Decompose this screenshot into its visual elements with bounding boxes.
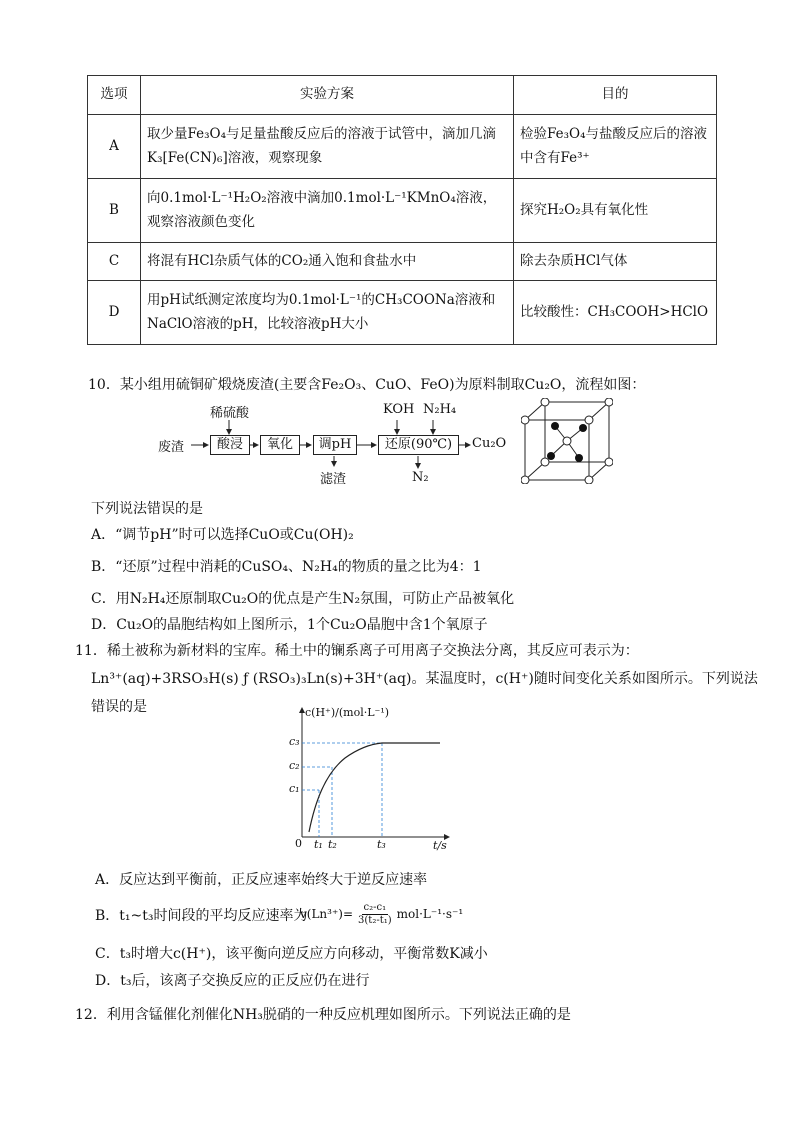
graph-ytick-c1: c₁ (289, 782, 300, 795)
q10-option-c: C．用N₂H₄还原制取Cu₂O的优点是产生N₂氛围，可防止产品被氧化 (91, 591, 515, 607)
table-row (88, 115, 717, 179)
byproduct-n2: N₂ (412, 470, 429, 485)
flow-step-oxidize: 氧化 (260, 435, 300, 455)
q11-graph (285, 702, 455, 852)
graph-ytick-c2: c₂ (289, 759, 300, 772)
table-row (88, 179, 717, 243)
row-plan: 将混有HCl杂质气体的CO₂通入饱和食盐水中 (141, 243, 514, 281)
q11-stem-line2: Ln³⁺(aq)+3RSO₃H(s) ƒ (RSO₃)₃Ln(s)+3H⁺(aq)。某温度时，c(H⁺)随时间变化关系如图所示。下列说法 (91, 671, 758, 687)
rate-fraction (356, 902, 394, 927)
flow-start: 废渣 (158, 440, 185, 455)
graph-origin: 0 (295, 837, 302, 850)
rate-unit: mol·L⁻¹·s⁻¹ (396, 907, 464, 921)
rate-numerator: c₂-c₁ (363, 901, 387, 913)
q10-flow-diagram (158, 400, 518, 490)
q11-rate-expression (300, 898, 463, 930)
q11-stem-line1: 11．稀土被称为新材料的宝库。稀土中的镧系离子可用离子交换法分离，其反应可表示为： (75, 643, 639, 659)
graph-x-label: t/s (433, 839, 447, 852)
q11-option-c: C．t₃时增大c(H⁺)，该平衡向逆反应方向移动，平衡常数K减小 (95, 946, 488, 962)
rate-lhs: v(Ln³⁺)= (300, 907, 354, 921)
rate-denominator: 3(t₂-t₁) (358, 914, 392, 926)
graph-xtick-t2: t₂ (328, 838, 337, 851)
row-purpose: 检验Fe₃O₄与盐酸反应后的溶液中含有Fe³⁺ (514, 115, 717, 179)
row-plan: 向0.1mol·L⁻¹H₂O₂溶液中滴加0.1mol·L⁻¹KMnO₄溶液，观察溶液颜色变化 (141, 179, 514, 243)
reagent-koh: KOH (383, 402, 415, 417)
row-option: B (88, 179, 141, 243)
row-purpose: 除去杂质HCl气体 (514, 243, 717, 281)
byproduct-filter-residue: 滤渣 (320, 472, 347, 487)
q11-stem-line3: 错误的是 (91, 699, 147, 715)
row-plan: 取少量Fe₃O₄与足量盐酸反应后的溶液于试管中，滴加几滴K₃[Fe(CN)₆]溶液，观察现象 (141, 115, 514, 179)
q10-option-a: A．“调节pH”时可以选择CuO或Cu(OH)₂ (91, 527, 354, 543)
q11-option-d: D．t₃后，该离子交换反应的正反应仍在进行 (95, 973, 370, 989)
q10-prompt: 下列说法错误的是 (91, 501, 203, 517)
experiment-table (87, 75, 717, 345)
cu2o-unit-cell-diagram (521, 398, 613, 484)
reagent-n2h4: N₂H₄ (423, 402, 457, 417)
row-option: D (88, 281, 141, 345)
header-purpose: 目的 (514, 76, 717, 115)
q10-option-b: B．“还原”过程中消耗的CuSO₄、N₂H₄的物质的量之比为4：1 (91, 559, 482, 575)
row-option: C (88, 243, 141, 281)
row-purpose: 比较酸性：CH₃COOH>HClO (514, 281, 717, 345)
q11-graph-plot (285, 702, 455, 852)
table-header-row (88, 76, 717, 115)
graph-xtick-t1: t₁ (314, 838, 323, 851)
q12-stem: 12．利用含锰催化剂催化NH₃脱硝的一种反应机理如图所示。下列说法正确的是 (75, 1007, 571, 1023)
graph-ytick-c3: c₃ (289, 735, 300, 748)
q10-option-d: D．Cu₂O的晶胞结构如上图所示，1个Cu₂O晶胞中含1个氧原子 (91, 617, 488, 633)
q11-option-a: A．反应达到平衡前，正反应速率始终大于逆反应速率 (95, 872, 428, 888)
row-plan: 用pH试纸测定浓度均为0.1mol·L⁻¹的CH₃COONa溶液和NaClO溶液的pH，比较溶液pH大小 (141, 281, 514, 345)
flow-step-reduce: 还原(90℃) (378, 435, 459, 455)
q11-option-b: B．t₁~t₃时间段的平均反应速率为 (95, 908, 308, 924)
flow-step-adjust-ph: 调pH (313, 435, 357, 455)
graph-y-label: c(H⁺)/(mol·L⁻¹) (305, 706, 390, 719)
row-option: A (88, 115, 141, 179)
q10-stem: 10．某小组用硫铜矿煅烧废渣(主要含Fe₂O₃、CuO、FeO)为原料制取Cu₂O，流程如图： (88, 377, 646, 393)
table-row (88, 243, 717, 281)
table-row (88, 281, 717, 345)
header-option: 选项 (88, 76, 141, 115)
flow-end: Cu₂O (472, 436, 507, 451)
graph-xtick-t3: t₃ (377, 838, 386, 851)
flow-step-acid-leach: 酸浸 (210, 435, 250, 455)
reagent-sulfuric-acid: 稀硫酸 (210, 406, 250, 421)
row-purpose: 探究H₂O₂具有氧化性 (514, 179, 717, 243)
header-plan: 实验方案 (141, 76, 514, 115)
